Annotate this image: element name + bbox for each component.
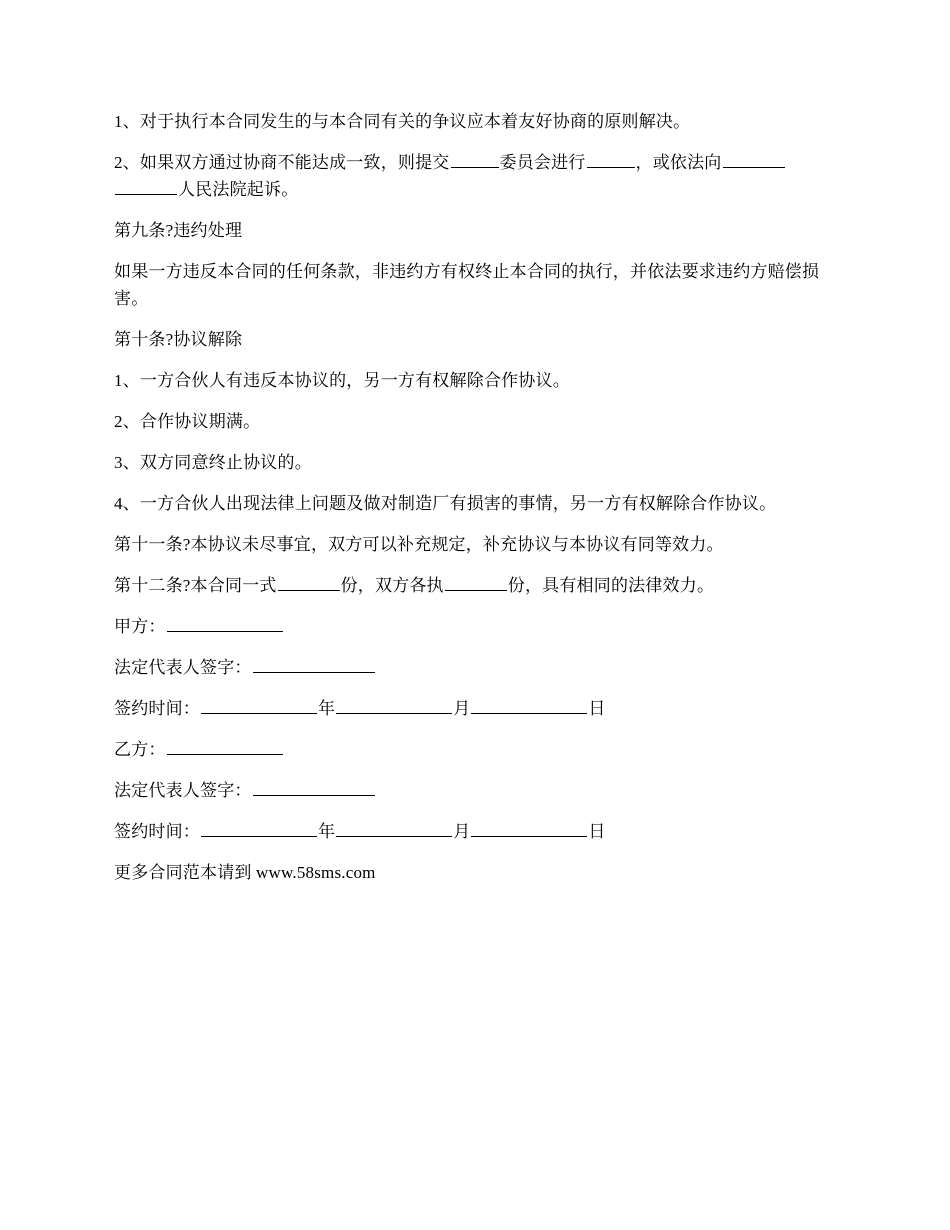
month-label: 月 — [453, 699, 471, 718]
party-b-label: 乙方： — [114, 740, 166, 759]
date-b-label: 签约时间： — [114, 822, 200, 841]
committee-blank[interactable] — [451, 149, 499, 168]
rep-b-signature-blank[interactable] — [253, 777, 375, 796]
article-12-part-c: 份，具有相同的法律效力。 — [507, 576, 715, 595]
procedure-blank[interactable] — [587, 149, 635, 168]
date-b-line — [114, 818, 842, 845]
day-label: 日 — [588, 699, 606, 718]
article-12 — [114, 572, 842, 599]
dispute-clause-1: 1、对于执行本合同发生的与本合同有关的争议应本着友好协商的原则解决。 — [114, 112, 691, 131]
year-label: 年 — [318, 822, 336, 841]
dispute-clause-2-part-d: 人民法院起诉。 — [178, 180, 299, 199]
party-a-label: 甲方： — [114, 617, 166, 636]
date-a-line — [114, 695, 842, 722]
dispute-clause-2-part-b: 委员会进行 — [499, 153, 586, 172]
copies-total-blank[interactable] — [278, 572, 340, 591]
party-b-blank[interactable] — [167, 736, 283, 755]
court-blank-1[interactable] — [723, 149, 785, 168]
article-10-title: 第十条?协议解除 — [114, 330, 243, 349]
article-10-item-4: 4、一方合伙人出现法律上问题及做对制造厂有损害的事情，另一方有权解除合作协议。 — [114, 494, 777, 513]
rep-a-label: 法定代表人签字： — [114, 658, 252, 677]
article-12-part-a: 第十二条?本合同一式 — [114, 576, 277, 595]
month-label: 月 — [453, 822, 471, 841]
dispute-clause-2-part-c: ，或依法向 — [635, 153, 722, 172]
day-label: 日 — [588, 822, 606, 841]
article-10-item-2: 2、合作协议期满。 — [114, 412, 261, 431]
article-10-item-3: 3、双方同意终止协议的。 — [114, 453, 312, 472]
party-a-blank[interactable] — [167, 613, 283, 632]
copies-each-blank[interactable] — [445, 572, 507, 591]
article-9-body: 如果一方违反本合同的任何条款，非违约方有权终止本合同的执行，并依法要求违约方赔偿损害。 — [114, 262, 820, 308]
article-10-item-1: 1、一方合伙人有违反本协议的，另一方有权解除合作协议。 — [114, 371, 570, 390]
rep-b-line — [114, 777, 842, 804]
article-11: 第十一条?本协议未尽事宜，双方可以补充规定，补充协议与本协议有同等效力。 — [114, 535, 724, 554]
article-9-title: 第九条?违约处理 — [114, 221, 243, 240]
date-b-month-blank[interactable] — [336, 818, 452, 837]
party-a-line — [114, 613, 842, 640]
article-12-part-b: 份，双方各执 — [340, 576, 444, 595]
footer-text: 更多合同范本请到 www.58sms.com — [114, 863, 376, 882]
dispute-clause-2-part-a: 2、如果双方通过协商不能达成一致，则提交 — [114, 153, 450, 172]
document-page — [114, 108, 842, 900]
rep-b-label: 法定代表人签字： — [114, 781, 252, 800]
date-a-month-blank[interactable] — [336, 695, 452, 714]
date-b-year-blank[interactable] — [201, 818, 317, 837]
date-a-day-blank[interactable] — [471, 695, 587, 714]
date-b-day-blank[interactable] — [471, 818, 587, 837]
date-a-label: 签约时间： — [114, 699, 200, 718]
court-blank-2[interactable] — [115, 176, 177, 195]
party-b-line — [114, 736, 842, 763]
rep-a-line — [114, 654, 842, 681]
date-a-year-blank[interactable] — [201, 695, 317, 714]
rep-a-signature-blank[interactable] — [253, 654, 375, 673]
year-label: 年 — [318, 699, 336, 718]
dispute-clause-2 — [114, 149, 842, 203]
